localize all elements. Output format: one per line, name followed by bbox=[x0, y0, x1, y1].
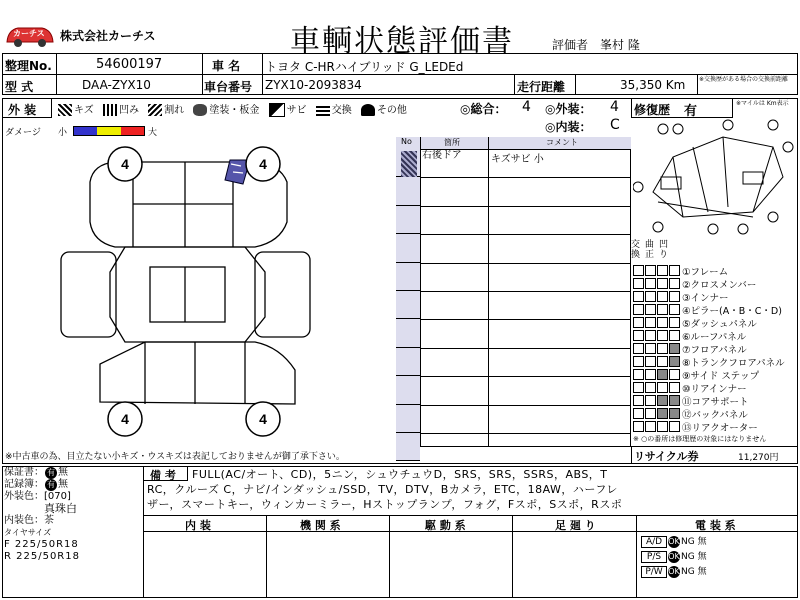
frame-check-cell[interactable] bbox=[657, 421, 668, 432]
katashiki-label: 型 式 bbox=[5, 80, 34, 94]
frame-diagram bbox=[633, 117, 798, 239]
mileage-note: ※交換歴がある場合の交換前距離 bbox=[699, 76, 789, 83]
damage-no-cell bbox=[396, 206, 420, 234]
tire-front: F 225/50R18 bbox=[4, 539, 79, 550]
seiri-value: 54600197 bbox=[96, 57, 163, 72]
damage-row-icon bbox=[401, 151, 417, 177]
frame-item-label: ⑤ダッシュパネル bbox=[682, 319, 757, 330]
electrical-row bbox=[641, 549, 707, 563]
frame-check-cell[interactable] bbox=[669, 382, 680, 393]
remarks-line: ザー，スマートキー，ウィンカーミラー，Hストップランプ，フォグ，Fスポ，Sスポ，Rスポ bbox=[147, 498, 623, 511]
katashiki-value: DAA-ZYX10 bbox=[82, 78, 151, 92]
company-name: 株式会社カーチス bbox=[60, 29, 156, 43]
frame-check-cell[interactable] bbox=[633, 356, 644, 367]
none-text: 無 bbox=[697, 552, 707, 562]
ok-circle-icon: OK bbox=[668, 537, 680, 546]
frame-check-cell[interactable] bbox=[633, 382, 644, 393]
frame-check-cell[interactable] bbox=[669, 408, 680, 419]
interior-label: 内装色： bbox=[4, 515, 44, 526]
frame-check-cell[interactable] bbox=[657, 265, 668, 276]
frame-checklist bbox=[631, 240, 798, 462]
frame-check-cell[interactable] bbox=[657, 278, 668, 289]
frame-check-cell[interactable] bbox=[645, 291, 656, 302]
damage-no-cell bbox=[396, 177, 420, 205]
yu-circle-icon: 有 bbox=[47, 468, 55, 477]
damage-row-line bbox=[396, 348, 631, 349]
electrical-label: P/W bbox=[641, 566, 667, 578]
ok-circle-icon: OK bbox=[668, 552, 680, 561]
none-text: 無 bbox=[697, 537, 707, 547]
tire-label: タイヤサイズ bbox=[4, 528, 52, 537]
none-text: 無 bbox=[697, 567, 707, 577]
frame-check-cell[interactable] bbox=[657, 317, 668, 328]
electrical-row bbox=[641, 534, 707, 548]
damage-no-cell bbox=[396, 319, 420, 347]
frame-header-bend: 曲正 bbox=[645, 240, 655, 260]
hoshousho-label: 保証書： bbox=[4, 467, 44, 478]
electrical-label: P/S bbox=[641, 551, 667, 563]
damage-row-line bbox=[396, 405, 631, 406]
damage-no-cell bbox=[396, 263, 420, 291]
damage-row-comment: キズサビ 小 bbox=[491, 154, 544, 165]
remarks-line: RC，クルーズ C，ナビ/インダッシュ/SSD，TV，DTV，Bカメラ，ETC，18AW，ハーフレ bbox=[147, 483, 618, 496]
frame-check-cell[interactable] bbox=[633, 278, 644, 289]
frame-check-cell[interactable] bbox=[645, 421, 656, 432]
damage-header-comment: コメント bbox=[546, 138, 578, 147]
damage-small: 小 bbox=[58, 128, 68, 138]
damage-row-line bbox=[396, 319, 631, 320]
repair-note: ※マイルは Km表示 bbox=[736, 100, 789, 107]
mu-text: 無 bbox=[58, 479, 68, 490]
damage-table bbox=[396, 137, 631, 447]
frame-item-label: ⑦フロアパネル bbox=[682, 345, 747, 356]
paint-icon bbox=[193, 104, 207, 116]
frame-check-cell[interactable] bbox=[657, 369, 668, 380]
frame-check-cell[interactable] bbox=[657, 356, 668, 367]
crack-icon bbox=[148, 104, 162, 116]
damage-scale-bar bbox=[73, 126, 145, 136]
ng-text: NG bbox=[681, 567, 695, 577]
frame-item-label: ⑨サイド ステップ bbox=[682, 371, 760, 382]
yu-circle-icon: 有 bbox=[47, 480, 55, 489]
gaisou-value: 4 bbox=[610, 99, 619, 115]
naisou-value: C bbox=[610, 117, 620, 133]
frame-check-cell[interactable] bbox=[669, 356, 680, 367]
frame-check-cell[interactable] bbox=[669, 278, 680, 289]
frame-check-cell[interactable] bbox=[669, 304, 680, 315]
frame-check-cell[interactable] bbox=[657, 382, 668, 393]
header-drive: 駆 動 系 bbox=[425, 519, 466, 532]
damage-row-line bbox=[396, 206, 631, 207]
frame-check-cell[interactable] bbox=[669, 421, 680, 432]
car-diagram bbox=[55, 142, 395, 447]
frame-check-cell[interactable] bbox=[645, 395, 656, 406]
frame-check-cell[interactable] bbox=[645, 343, 656, 354]
exterior-legend: キズ 凹み 割れ 塗装・板金 サビ 交換 その他 bbox=[58, 101, 407, 117]
ng-text: NG bbox=[681, 552, 695, 562]
frame-check-cell[interactable] bbox=[669, 330, 680, 341]
ng-text: NG bbox=[681, 537, 695, 547]
ok-circle-icon: OK bbox=[668, 567, 680, 576]
frame-note: ※ ○の番所は修理歴の対象にはなりません bbox=[633, 435, 767, 443]
frame-check-cell[interactable] bbox=[633, 408, 644, 419]
damage-row-line bbox=[396, 433, 631, 434]
footnote: ※中古車の為、目立たない小キズ・ウスキズは表記しておりませんが御了承下さい。 bbox=[5, 452, 345, 462]
frame-check-cell[interactable] bbox=[633, 395, 644, 406]
frame-check-cell[interactable] bbox=[645, 330, 656, 341]
kiroku-label: 記録簿： bbox=[4, 479, 44, 490]
damage-row-line bbox=[396, 291, 631, 292]
mu-text: 無 bbox=[58, 467, 68, 478]
frame-check-cell[interactable] bbox=[657, 343, 668, 354]
evaluator-label: 評価者 bbox=[552, 38, 589, 52]
frame-check-cell[interactable] bbox=[633, 317, 644, 328]
header-engine: 機 関 系 bbox=[300, 519, 341, 532]
shadai-value: ZYX10-2093834 bbox=[265, 78, 362, 92]
header-interior: 内 装 bbox=[185, 519, 211, 532]
frame-check-cell[interactable] bbox=[657, 291, 668, 302]
interior-value: 茶 bbox=[44, 515, 54, 526]
damage-no-cell bbox=[396, 291, 420, 319]
wheel-mark-fl: 4 bbox=[121, 156, 129, 172]
electrical-row bbox=[641, 564, 707, 578]
wheel-icon bbox=[108, 147, 280, 436]
mileage-label: 走行距離 bbox=[517, 80, 566, 94]
frame-check-cell[interactable] bbox=[669, 291, 680, 302]
frame-check-cell[interactable] bbox=[645, 278, 656, 289]
color-name: 真珠白 bbox=[44, 502, 77, 515]
exterior-label: 外 装 bbox=[8, 103, 37, 117]
recycle-value: 11,270円 bbox=[738, 453, 779, 463]
frame-item-label: ③インナー bbox=[682, 293, 729, 304]
frame-item-label: ⑥ルーフパネル bbox=[682, 332, 747, 343]
scratch-icon bbox=[58, 104, 72, 116]
frame-check-cell[interactable] bbox=[645, 265, 656, 276]
frame-check-cell[interactable] bbox=[645, 304, 656, 315]
page-title: 車輌状態評価書 bbox=[290, 24, 514, 59]
seiri-label: 整理No. bbox=[5, 59, 52, 73]
damage-header-no: No bbox=[401, 137, 412, 146]
frame-check-cell[interactable] bbox=[669, 369, 680, 380]
damage-row-line bbox=[396, 234, 631, 235]
damage-row-line bbox=[396, 263, 631, 264]
frame-check-cell[interactable] bbox=[645, 408, 656, 419]
dent-icon bbox=[103, 104, 117, 116]
remarks-label: 備 考 bbox=[150, 469, 176, 482]
frame-check-cell[interactable] bbox=[633, 304, 644, 315]
mileage-value: 35,350 Km bbox=[620, 78, 686, 92]
wheel-mark-fr: 4 bbox=[259, 156, 267, 172]
repair-value: 有 bbox=[684, 104, 698, 119]
frame-check-cell[interactable] bbox=[657, 395, 668, 406]
frame-check-cell[interactable] bbox=[669, 265, 680, 276]
shamei-value: トヨタ C-HRハイブリッド G_LEDEd bbox=[265, 60, 464, 74]
wheel-mark-rl: 4 bbox=[121, 411, 129, 427]
evaluator-name: 峯村 隆 bbox=[600, 38, 640, 52]
frame-check-cell[interactable] bbox=[657, 408, 668, 419]
damage-label: ダメージ bbox=[5, 128, 41, 138]
damage-header-location: 箇所 bbox=[444, 138, 460, 147]
frame-item-label: ⑪コアサポート bbox=[682, 397, 749, 408]
frame-item-label: ⑧トランクフロアパネル bbox=[682, 358, 785, 369]
total-value: 4 bbox=[522, 99, 531, 115]
frame-item-label: ②クロスメンバー bbox=[682, 280, 757, 291]
color-label: 外装色： bbox=[4, 491, 44, 502]
recycle-label: リサイクル券 bbox=[634, 450, 699, 463]
header-electrical: 電 装 系 bbox=[695, 519, 736, 532]
frame-check-cell[interactable] bbox=[633, 291, 644, 302]
damage-no-cell bbox=[396, 433, 420, 461]
remarks-line: FULL(AC/オート、CD)，5ニン，シュウチュウD，SRS，SRS，SSRS，ABS，T bbox=[192, 468, 608, 481]
frame-item-label: ①フレーム bbox=[682, 267, 729, 278]
damage-no-cell bbox=[396, 234, 420, 262]
damage-row-location: 右後ドア bbox=[422, 150, 462, 161]
frame-check-cell[interactable] bbox=[633, 421, 644, 432]
frame-item-label: ⑩リアインナー bbox=[682, 384, 747, 395]
frame-header-dent: 凹り bbox=[659, 240, 669, 260]
frame-item-label: ⑬リアクオーター bbox=[682, 423, 758, 434]
color-code: [070] bbox=[44, 491, 71, 502]
frame-item-label: ⑫バックパネル bbox=[682, 410, 748, 421]
shadai-label: 車台番号 bbox=[204, 80, 253, 94]
other-icon bbox=[361, 104, 375, 116]
total-label: ◎総合： bbox=[460, 102, 507, 116]
logo-text: カーチス bbox=[13, 29, 45, 38]
gaisou-label: ◎外装： bbox=[545, 102, 592, 116]
frame-check-cell[interactable] bbox=[645, 317, 656, 328]
frame-check-cell[interactable] bbox=[633, 330, 644, 341]
replace-icon bbox=[316, 104, 330, 116]
wheel-mark-rr: 4 bbox=[259, 411, 267, 427]
header-suspension: 足 廻 り bbox=[555, 519, 596, 532]
rust-icon bbox=[269, 103, 285, 117]
damage-row-line bbox=[396, 376, 631, 377]
frame-check-cell[interactable] bbox=[645, 356, 656, 367]
damage-no-cell bbox=[396, 348, 420, 376]
frame-header-replace: 交換 bbox=[631, 240, 641, 260]
side-info bbox=[4, 467, 142, 563]
damage-no-cell bbox=[396, 405, 420, 433]
frame-check-cell[interactable] bbox=[633, 343, 644, 354]
frame-check-cell[interactable] bbox=[633, 265, 644, 276]
damage-no-cell bbox=[396, 376, 420, 404]
frame-check-cell[interactable] bbox=[645, 369, 656, 380]
frame-check-cell[interactable] bbox=[669, 317, 680, 328]
frame-check-cell[interactable] bbox=[645, 382, 656, 393]
shamei-label: 車 名 bbox=[212, 59, 241, 73]
frame-check-cell[interactable] bbox=[633, 369, 644, 380]
electrical-label: A/D bbox=[641, 536, 667, 548]
frame-check-cell[interactable] bbox=[669, 343, 680, 354]
tire-rear: R 225/50R18 bbox=[4, 551, 80, 562]
repair-label: 修復歴 bbox=[634, 103, 671, 117]
frame-item-label: ④ピラー(A・B・C・D) bbox=[682, 306, 782, 317]
frame-check-cell[interactable] bbox=[657, 304, 668, 315]
frame-check-cell[interactable] bbox=[669, 395, 680, 406]
damage-row-line bbox=[396, 177, 631, 178]
frame-check-cell[interactable] bbox=[657, 330, 668, 341]
damage-large: 大 bbox=[148, 128, 158, 138]
company-logo bbox=[4, 22, 56, 48]
naisou-label: ◎内装： bbox=[545, 120, 592, 134]
